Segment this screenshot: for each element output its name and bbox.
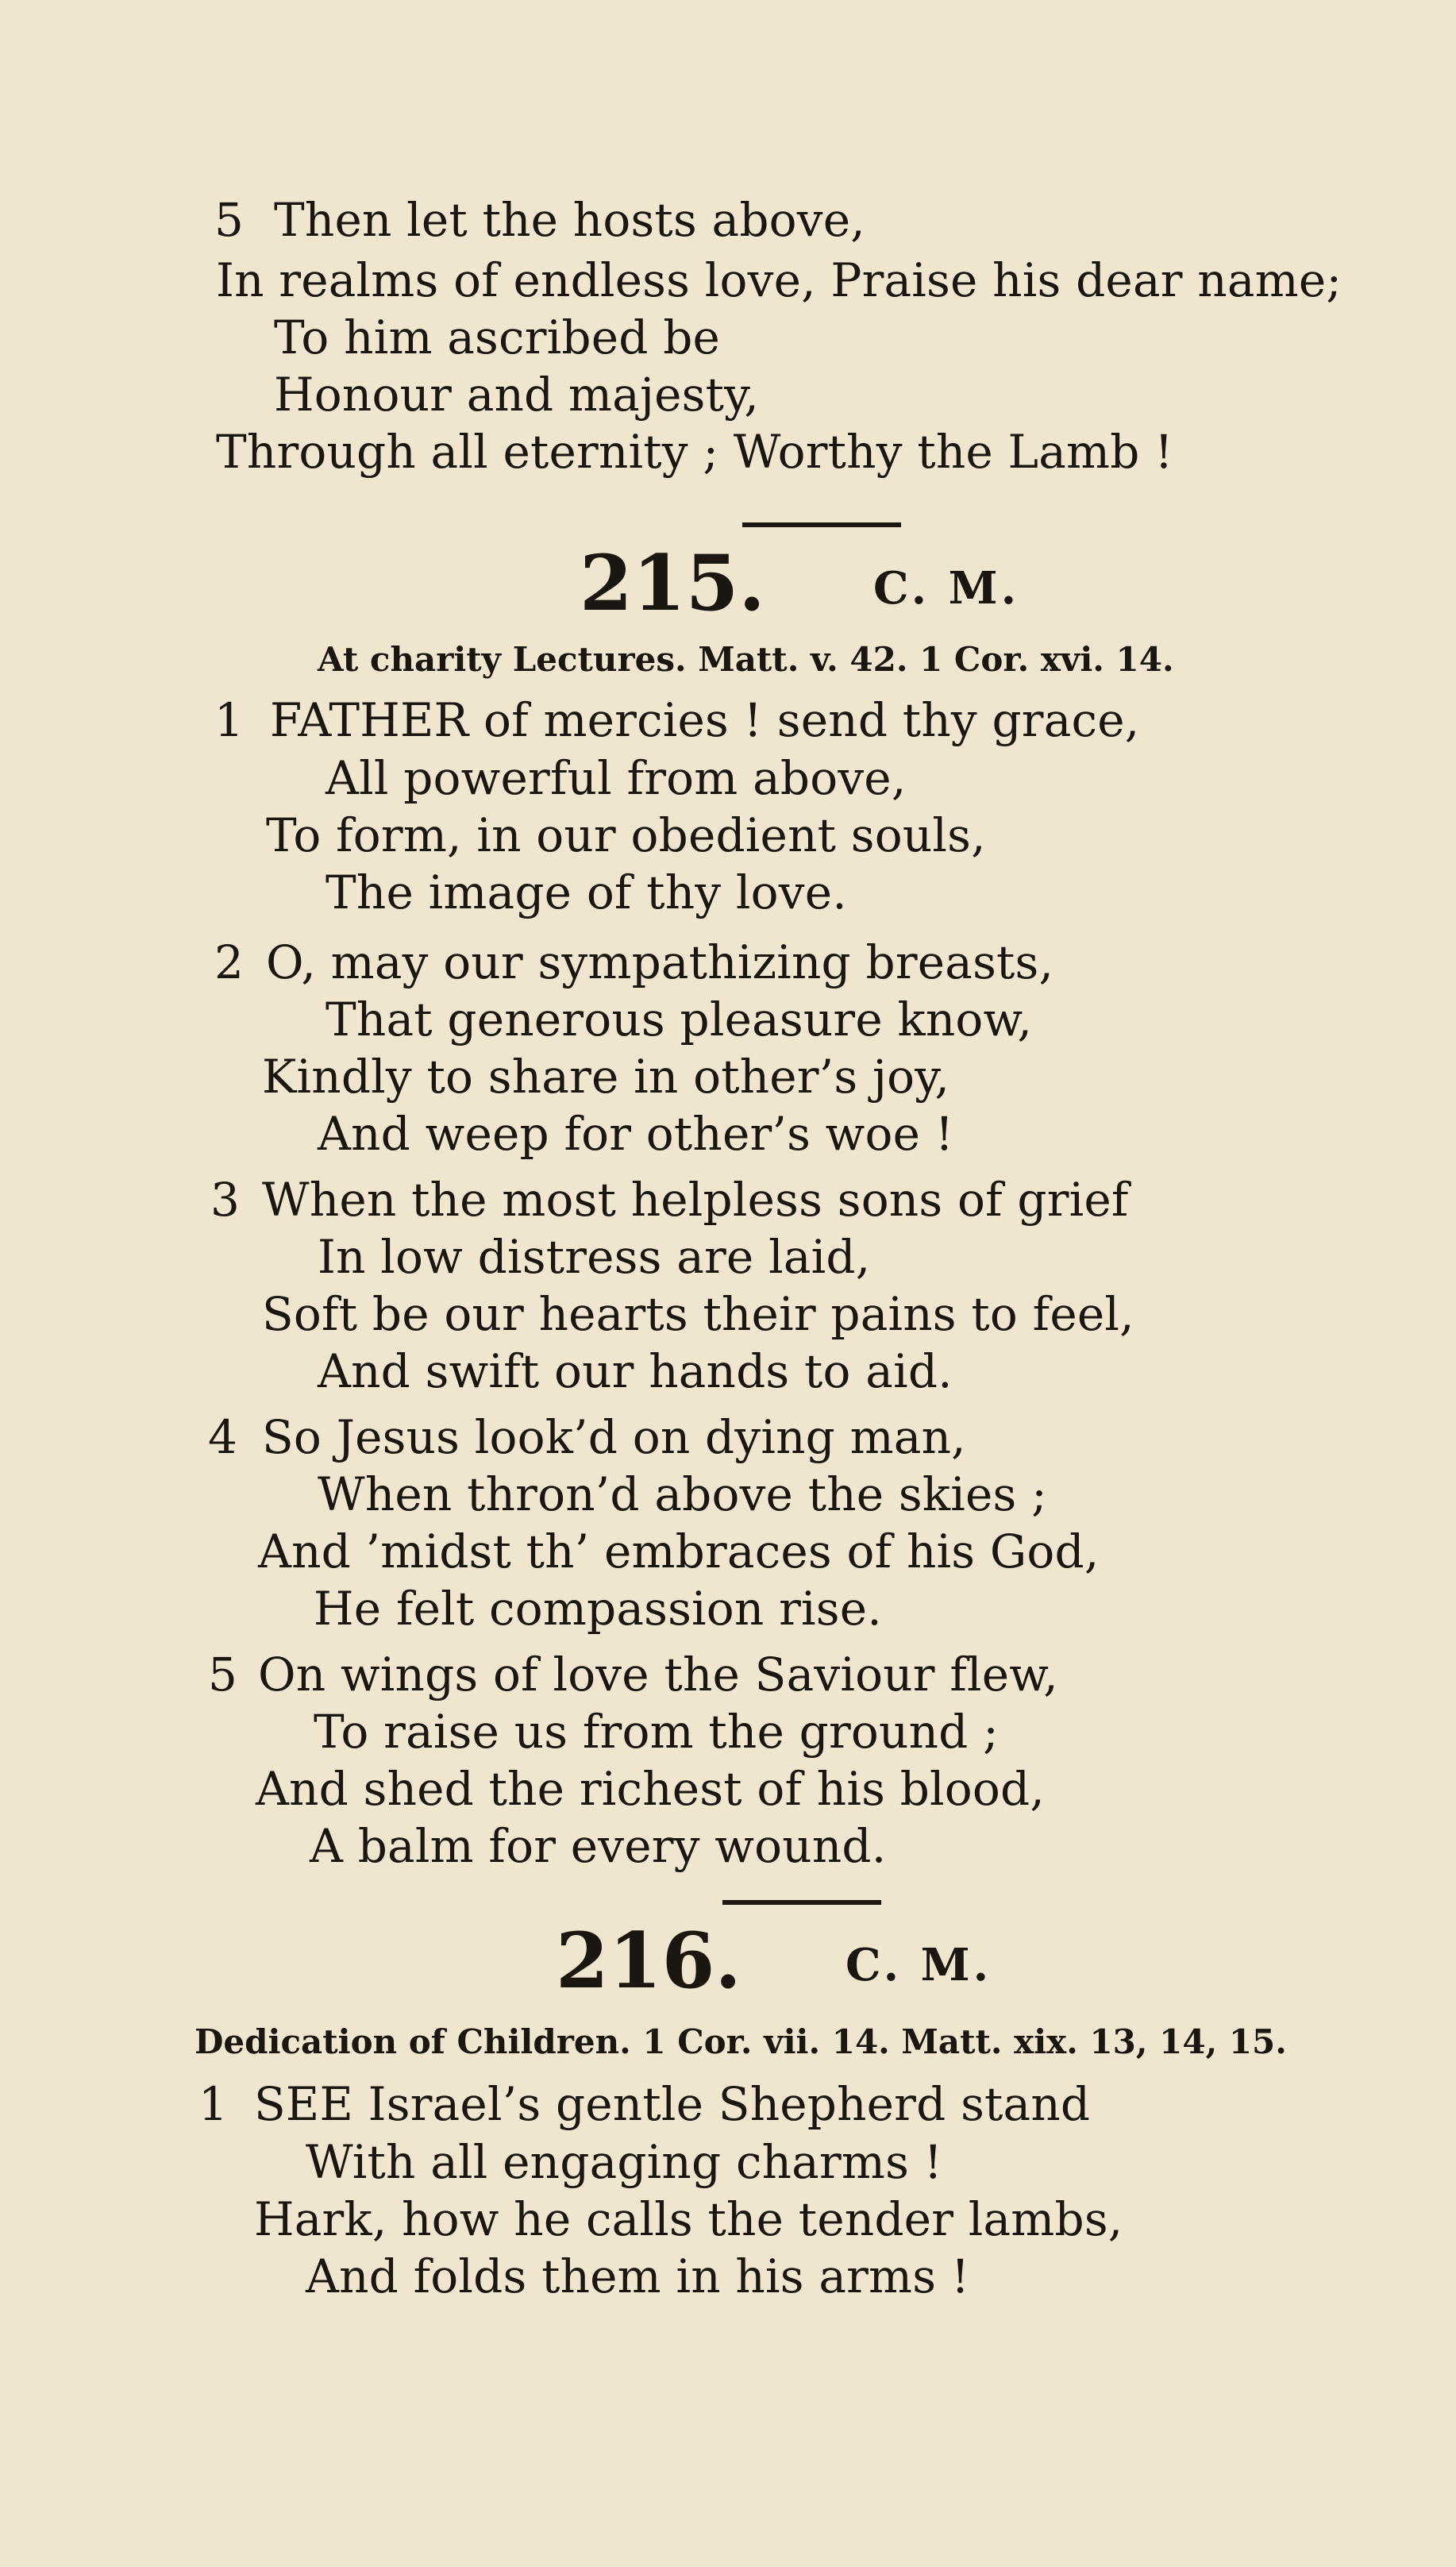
verse-line: Then let the hosts above,	[274, 193, 865, 247]
hymn-216-number: 216.	[556, 1916, 741, 2006]
verse-line: With all engaging charms !	[306, 2135, 943, 2189]
hymn-216-meter: C. M.	[845, 1939, 992, 1991]
verse-number: 5	[214, 193, 244, 247]
verse-line: The image of thy love.	[325, 865, 847, 919]
verse-line: Soft be our hearts their pains to feel,	[262, 1287, 1134, 1341]
verse-line: That generous pleasure know,	[325, 992, 1033, 1046]
verse-line: To him ascribed be	[274, 310, 721, 364]
verse-line: Through all eternity ; Worthy the Lamb !	[216, 425, 1173, 479]
verse-number: 1	[214, 693, 244, 747]
verse-line: And weep for other’s woe !	[318, 1107, 954, 1161]
verse-line: Kindly to share in other’s joy,	[262, 1050, 950, 1104]
verse-line: And folds them in his arms !	[306, 2249, 970, 2303]
verse-line: On wings of love the Saviour flew,	[258, 1648, 1058, 1702]
verse-line: He felt compassion rise.	[314, 1582, 882, 1636]
verse-line: In low distress are laid,	[318, 1230, 871, 1284]
hymn-215-caption: At charity Lectures. Matt. v. 42. 1 Cor. xvi. 14.	[318, 640, 1174, 679]
verse-number: 1	[198, 2077, 228, 2131]
verse-line: SEE Israel’s gentle Shepherd stand	[254, 2077, 1091, 2131]
verse-line: And shed the richest of his blood,	[256, 1762, 1045, 1816]
verse-line: When the most helpless sons of grief	[262, 1173, 1129, 1227]
verse-line: Hark, how he calls the tender lambs,	[254, 2192, 1123, 2246]
verse-number: 2	[214, 935, 244, 989]
hymn-215-number: 215.	[580, 538, 765, 628]
verse-line: And ’midst th’ embraces of his God,	[258, 1524, 1100, 1578]
verse-line: A balm for every wound.	[310, 1819, 887, 1873]
verse-line: FATHER of mercies ! send thy grace,	[270, 693, 1140, 747]
verse-number: 5	[208, 1648, 237, 1702]
verse-line: In realms of endless love, Praise his dear name;	[216, 253, 1342, 307]
verse-line: And swift our hands to aid.	[318, 1344, 953, 1398]
section-rule	[742, 522, 901, 527]
verse-line: When thron’d above the skies ;	[318, 1467, 1047, 1521]
verse-number: 3	[210, 1173, 240, 1227]
hymn-216-caption: Dedication of Children. 1 Cor. vii. 14. Matt. xix. 13, 14, 15.	[195, 2022, 1287, 2061]
verse-line: So Jesus look’d on dying man,	[262, 1410, 966, 1464]
verse-line: Honour and majesty,	[274, 368, 760, 422]
verse-line: O, may our sympathizing breasts,	[266, 935, 1054, 989]
verse-line: All powerful from above,	[325, 751, 907, 805]
verse-number: 4	[208, 1410, 237, 1464]
hymn-215-meter: C. M.	[873, 562, 1020, 615]
verse-line: To form, in our obedient souls,	[266, 808, 986, 862]
verse-line: To raise us from the ground ;	[314, 1705, 999, 1759]
section-rule	[722, 1900, 881, 1905]
